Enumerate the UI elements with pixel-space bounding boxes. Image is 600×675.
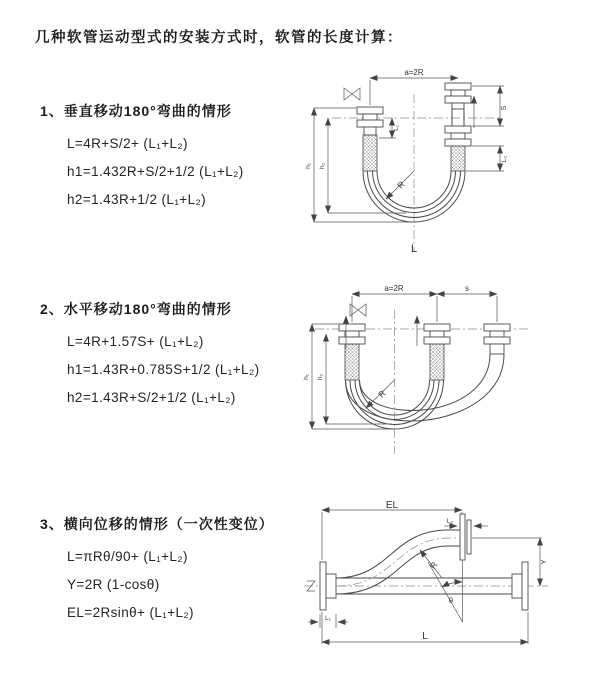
- radius-callout: [366, 380, 395, 408]
- dim-label: L₁: [325, 615, 331, 622]
- flange-top-right: [460, 514, 471, 560]
- dimension-y: [472, 538, 548, 586]
- section-vertical-movement: [40, 101, 244, 214]
- flange-left: [339, 324, 365, 344]
- flange-left: [357, 107, 383, 135]
- valve-icon: [344, 88, 360, 100]
- dim-label: h₁: [305, 163, 312, 169]
- flange-right-displaced: [484, 324, 510, 354]
- centerlines: [332, 94, 502, 252]
- dimension-l2: [466, 146, 508, 171]
- section-lateral-displacement: [40, 514, 274, 627]
- hose-displaced-s-curve: [336, 530, 460, 594]
- radius-callout: [420, 550, 442, 578]
- dimension-h2: [319, 118, 406, 213]
- braid-section: [451, 145, 465, 171]
- flange-left: [320, 562, 336, 610]
- flange-right-lower: [445, 126, 471, 146]
- dimension-s: [472, 86, 508, 126]
- dim-label: h₁: [303, 374, 310, 380]
- angle-label: θ: [448, 596, 454, 605]
- diagram-vertical-180-bend: [302, 66, 530, 258]
- dimension-l: [322, 612, 528, 644]
- formula-line: L=πRθ/90+ (L₁+L₂): [67, 549, 188, 564]
- dimension-s: [437, 284, 497, 322]
- dim-label: s: [465, 284, 469, 293]
- dim-label: a=2R: [404, 68, 424, 77]
- diagram-lateral-displacement: [300, 500, 552, 652]
- dim-label: S: [501, 105, 508, 111]
- formula-line: h2=1.43R+1/2 (L₁+L₂): [67, 192, 207, 207]
- formula-line: h1=1.43R+0.785S+1/2 (L₁+L₂): [67, 362, 260, 377]
- dim-label: L₂: [446, 518, 454, 525]
- diagram-horizontal-180-bend: [300, 282, 535, 460]
- braid-section: [363, 135, 377, 171]
- length-label: L: [410, 243, 418, 255]
- section-2-formulas: [67, 328, 259, 412]
- flange-right-lower: [512, 562, 528, 610]
- section-1-formulas: [67, 130, 244, 214]
- dim-label: L₁: [393, 125, 400, 131]
- formula-line: EL=2Rsinθ+ (L₁+L₂): [67, 605, 194, 620]
- radius-callout: [386, 171, 414, 199]
- dim-label: Y: [539, 559, 548, 565]
- formula-line: L=4R+1.57S+ (L₁+L₂): [67, 334, 204, 349]
- dim-label: R: [376, 388, 388, 400]
- flange-middle: [424, 324, 450, 344]
- formula-line: L=4R+S/2+ (L₁+L₂): [67, 136, 188, 151]
- dim-label: h₂: [319, 162, 326, 170]
- formula-line: h1=1.432R+S/2+1/2 (L₁+L₂): [67, 164, 244, 179]
- section-3-heading: 3、横向位移的情形（一次性变位）: [40, 516, 274, 532]
- page-title: 几种软管运动型式的安装方式时，软管的长度计算：: [35, 30, 403, 46]
- section-2-heading: 2、水平移动180°弯曲的情形: [40, 301, 232, 317]
- dim-label: R: [427, 559, 440, 571]
- valve-icon: [350, 304, 366, 316]
- dimension-l1: [308, 614, 348, 628]
- formula-line: h2=1.43R+S/2+1/2 (L₁+L₂): [67, 390, 236, 405]
- formula-line: Y=2R (1-cosθ): [67, 577, 160, 592]
- braid-section: [430, 344, 444, 380]
- dim-label: a=2R: [384, 284, 404, 293]
- section-1-heading: 1、垂直移动180°弯曲的情形: [40, 103, 232, 119]
- flange-right-upper: [445, 83, 471, 126]
- dim-label: EL: [385, 500, 399, 511]
- braid-section: [345, 344, 359, 380]
- dim-label: L₂: [501, 155, 508, 163]
- section-3-formulas: [67, 543, 274, 627]
- dimension-l2: [444, 518, 488, 526]
- section-horizontal-movement: [40, 299, 259, 412]
- length-label: L: [422, 631, 428, 642]
- dim-label: h₂: [317, 373, 324, 381]
- dim-label: R: [395, 179, 407, 191]
